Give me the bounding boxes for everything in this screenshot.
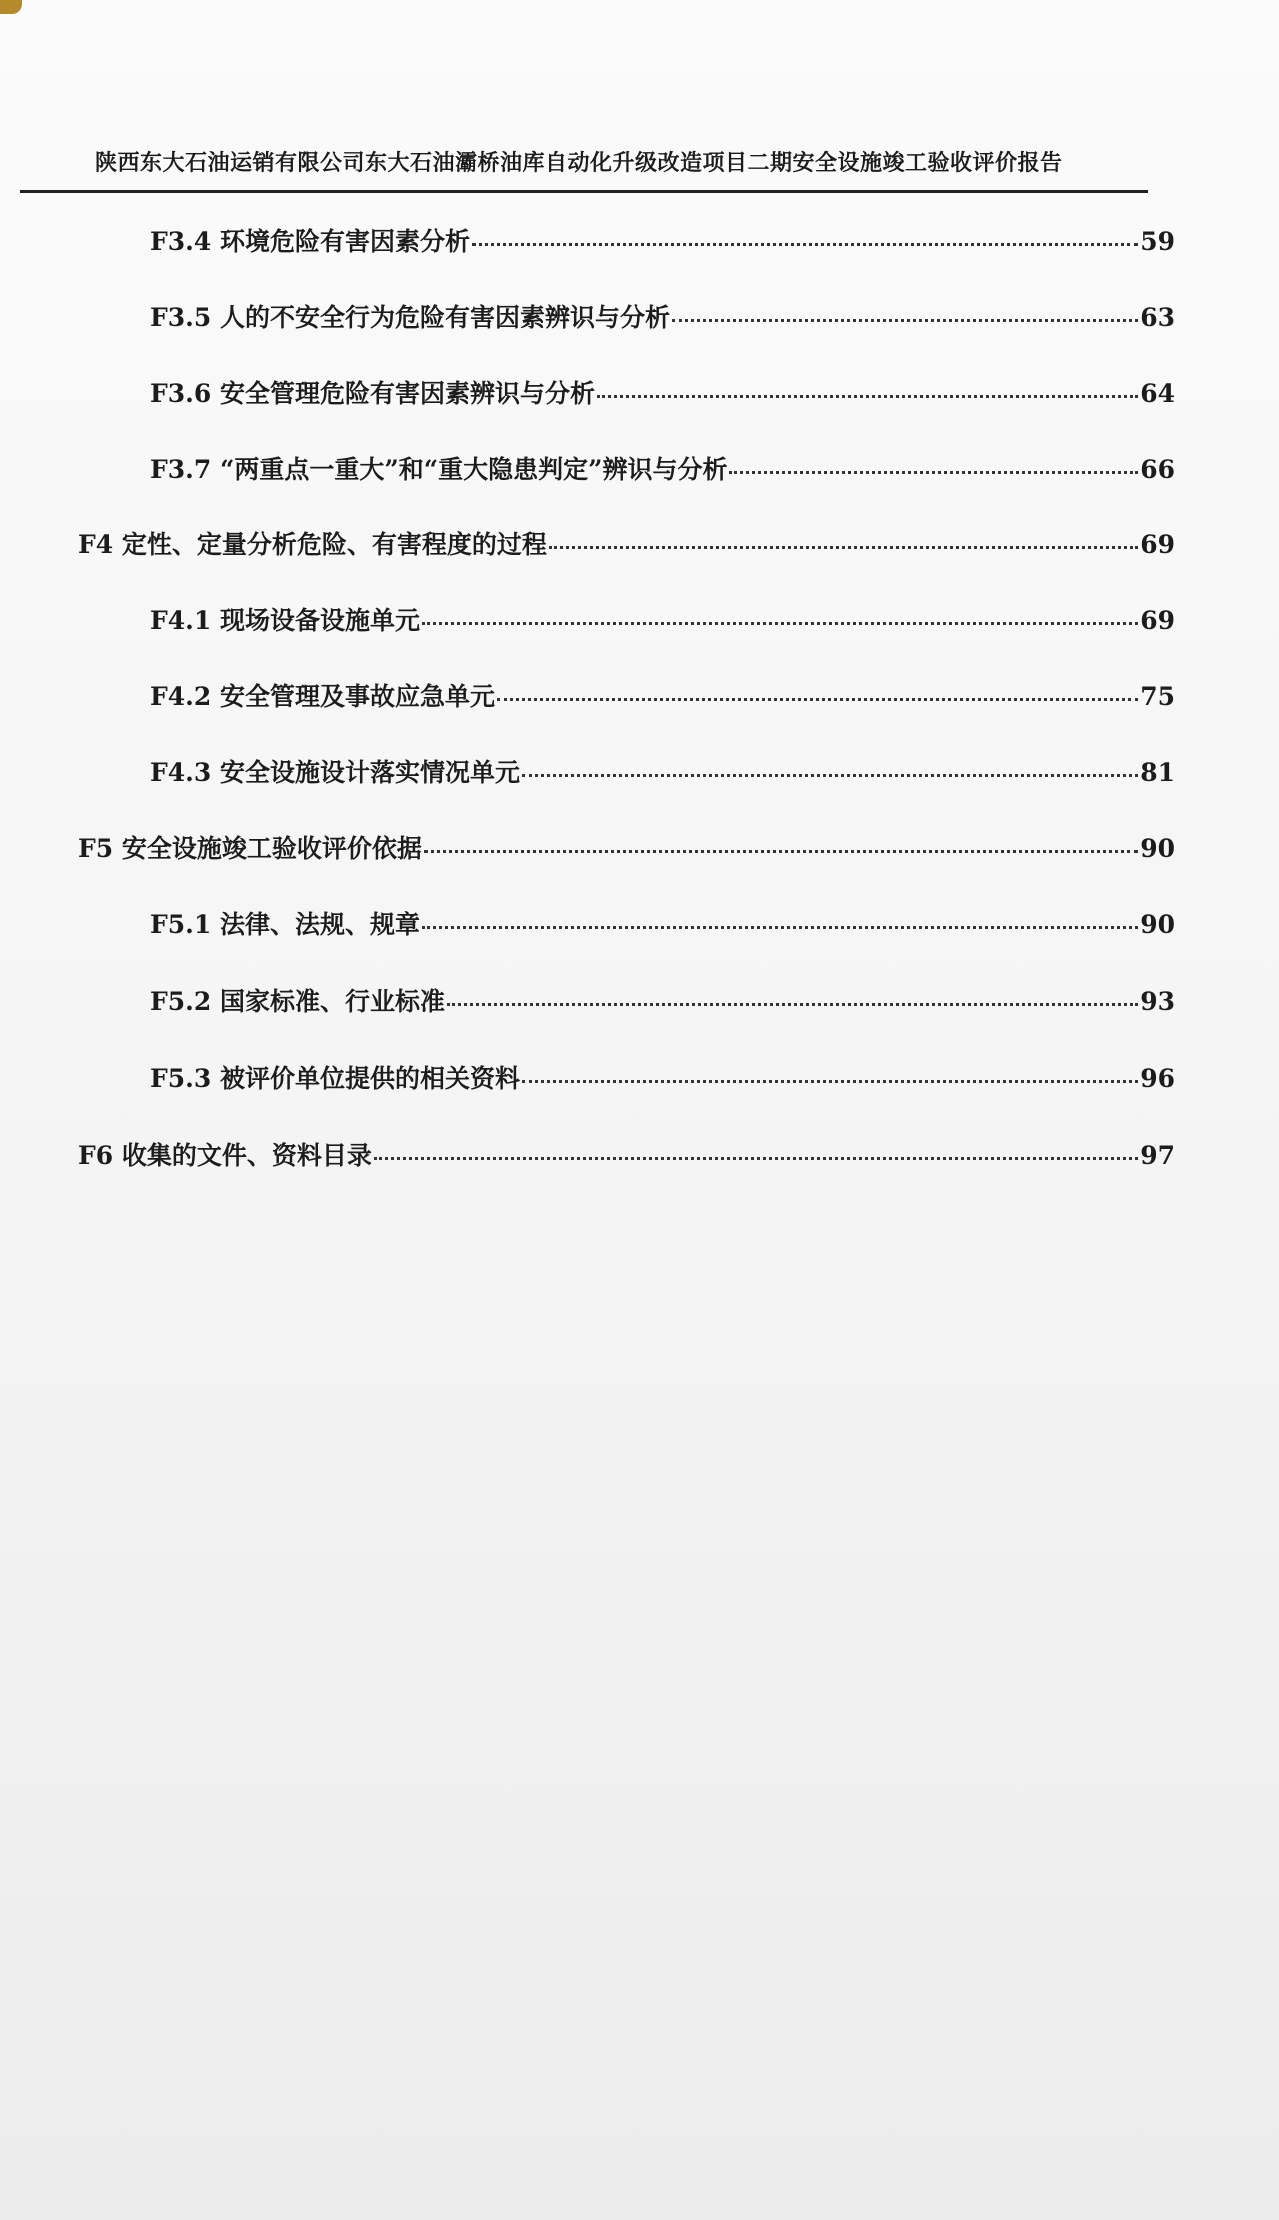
- dot-leader: [374, 1157, 1138, 1160]
- toc-entry-f5-3[interactable]: [150, 1059, 1175, 1099]
- toc-entry-page: 81: [1140, 758, 1175, 787]
- dot-leader: [522, 774, 1138, 777]
- toc-entry-label: F5.2 国家标准、行业标准: [150, 987, 445, 1016]
- dot-leader: [672, 319, 1138, 322]
- toc-entry-f6[interactable]: [78, 1136, 1175, 1176]
- toc-entry-f4-1[interactable]: [150, 601, 1175, 641]
- dot-leader: [472, 243, 1138, 246]
- dot-leader: [497, 698, 1138, 701]
- dot-leader: [597, 395, 1138, 398]
- toc-entry-f4[interactable]: [78, 525, 1175, 565]
- toc-entry-label: F5.3 被评价单位提供的相关资料: [150, 1064, 520, 1093]
- toc-entry-page: 90: [1140, 910, 1175, 939]
- report-header-title: 陕西东大石油运销有限公司东大石油灞桥油库自动化升级改造项目二期安全设施竣工验收评价报告: [95, 150, 1063, 176]
- corner-mark: [0, 0, 22, 14]
- toc-entry-f5-2[interactable]: [150, 982, 1175, 1022]
- dot-leader: [549, 546, 1138, 549]
- toc-entry-page: 69: [1140, 606, 1175, 635]
- toc-entry-page: 96: [1140, 1064, 1175, 1093]
- toc-entry-label: F5 安全设施竣工验收评价依据: [78, 834, 422, 863]
- toc-entry-f5[interactable]: [78, 829, 1175, 869]
- toc-entry-f4-3[interactable]: [150, 753, 1175, 793]
- toc-entry-label: F3.5 人的不安全行为危险有害因素辨识与分析: [150, 303, 670, 332]
- dot-leader: [422, 622, 1138, 625]
- dot-leader: [447, 1003, 1138, 1006]
- toc-entry-label: F3.6 安全管理危险有害因素辨识与分析: [150, 379, 595, 408]
- toc-entry-label: F3.4 环境危险有害因素分析: [150, 227, 470, 256]
- header-divider: [20, 190, 1148, 193]
- toc-entry-page: 63: [1140, 303, 1175, 332]
- toc-entry-f5-1[interactable]: [150, 905, 1175, 945]
- toc-entry-f3-4[interactable]: [150, 222, 1175, 262]
- toc-entry-label: F4.2 安全管理及事故应急单元: [150, 682, 495, 711]
- dot-leader: [422, 926, 1138, 929]
- toc-entry-f3-7[interactable]: [150, 450, 1175, 490]
- toc-entry-page: 66: [1140, 455, 1175, 484]
- toc-entry-page: 59: [1140, 227, 1175, 256]
- toc-entry-page: 90: [1140, 834, 1175, 863]
- toc-entry-label: F4 定性、定量分析危险、有害程度的过程: [78, 530, 547, 559]
- dot-leader: [424, 850, 1138, 853]
- toc-entry-label: F4.3 安全设施设计落实情况单元: [150, 758, 520, 787]
- toc-entry-page: 64: [1140, 379, 1175, 408]
- toc-entry-page: 75: [1140, 682, 1175, 711]
- toc-entry-page: 93: [1140, 987, 1175, 1016]
- toc-entry-page: 97: [1140, 1141, 1175, 1170]
- toc-entry-f3-6[interactable]: [150, 374, 1175, 414]
- toc-entry-f3-5[interactable]: [150, 298, 1175, 338]
- toc-entry-label: F3.7 “两重点一重大”和“重大隐患判定”辨识与分析: [150, 455, 728, 484]
- toc-entry-f4-2[interactable]: [150, 677, 1175, 717]
- dot-leader: [522, 1080, 1138, 1083]
- toc-entry-label: F5.1 法律、法规、规章: [150, 910, 420, 939]
- toc-entry-label: F6 收集的文件、资料目录: [78, 1141, 372, 1170]
- toc-entry-label: F4.1 现场设备设施单元: [150, 606, 420, 635]
- dot-leader: [729, 471, 1138, 474]
- toc-entry-page: 69: [1140, 530, 1175, 559]
